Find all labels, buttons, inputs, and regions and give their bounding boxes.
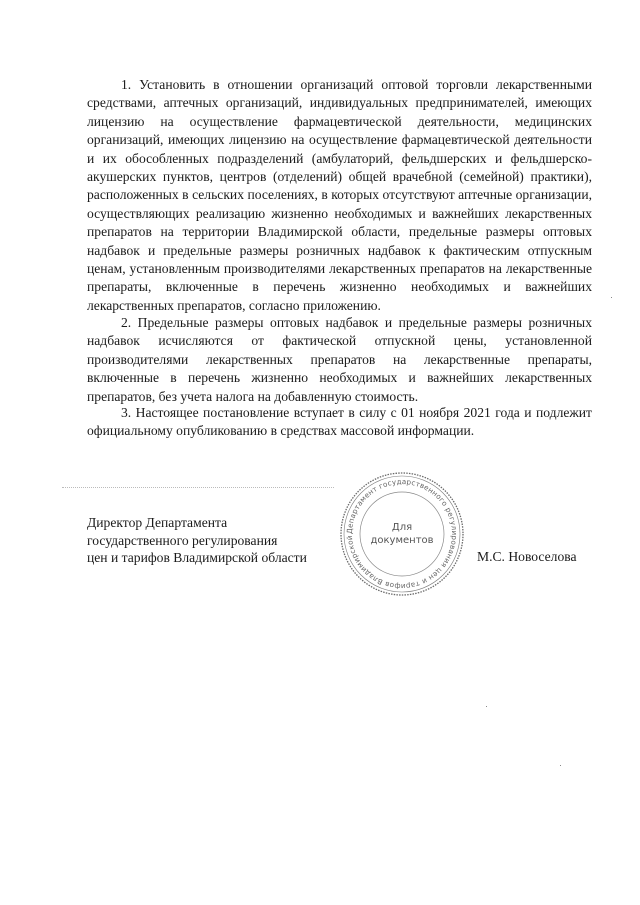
seal-stamp	[335, 463, 466, 598]
scan-speck	[486, 706, 487, 707]
faint-dotted-line	[62, 487, 334, 488]
position-line-3: цен и тарифов Владимирской области	[87, 550, 307, 565]
seal-ring-text: Департамент государственного регулирования цен и тарифов Владимирской области *	[335, 463, 460, 592]
paragraph-3: 3. Настоящее постановление вступает в силу с 01 ноября 2021 года и подлежит официальному опубликованию в средствах массовой информации.	[87, 405, 592, 439]
signatory-position	[87, 514, 307, 567]
position-line-2: государственного регулирования	[87, 532, 278, 548]
paragraph-2: 2. Предельные размеры оптовых надбавок и предельные размеры розничных надбавок исчисляются от фактической отпускной цены, установленной производителями лекарственных препаратов на лекарственные препараты, включенные в перечень жизненно необходимых и важнейших лекарственных препаратов, без учета налога на добавленную стоимость.	[87, 315, 592, 404]
seal-center-line-1: Для	[391, 522, 413, 533]
seal-graphic	[335, 463, 466, 598]
seal-center-line-2: документов	[370, 535, 434, 546]
scan-speck	[611, 297, 612, 298]
scan-speck	[560, 765, 561, 766]
position-line-1: Директор Департамента	[87, 515, 228, 530]
paragraph-1: 1. Установить в отношении организаций оптовой торговли лекарственными средствами, аптечных организаций, индивидуальных предпринимателей, имеющих лицензию на осуществление фармацевтической деятельности, медицинских организаций, имеющих лицензию на осуществление фармацевтической деятельности и их обособленных подразделений (амбулаторий, фельдшерских и фельдшерско-акушерских пунктов, центров (отделений) общей врачебной (семейной) практики), расположенных в сельских поселениях, в которых отсутствуют аптечные организации, осуществляющих реализацию жизненно необходимых и важнейших лекарственных препаратов на территории Владимирской области, предельные размеры оптовых надбавок и предельные размеры розничных надбавок к фактическим отпускным ценам, установленным производителями лекарственных препаратов на лекарственные препараты, включенные в перечень жизненно необходимых и важнейших лекарственных препаратов, согласно приложению.	[87, 77, 592, 313]
signatory-name: М.С. Новоселова	[477, 549, 577, 564]
